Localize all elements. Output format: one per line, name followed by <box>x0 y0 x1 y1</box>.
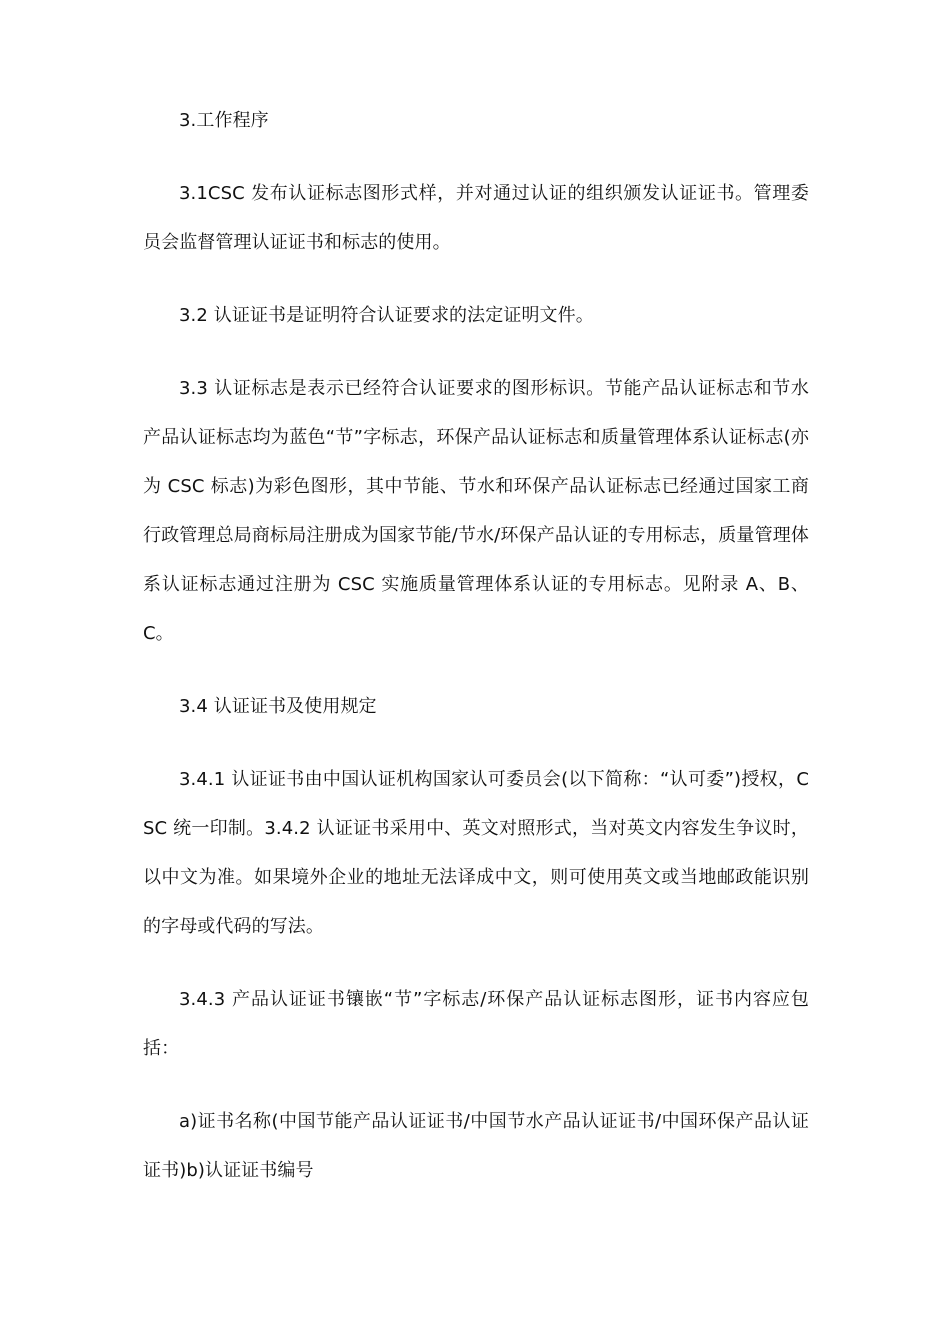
paragraph-3-2: 3.2 认证证书是证明符合认证要求的法定证明文件。 <box>179 305 594 326</box>
paragraph-3-4-3: 3.4.3 产品认证证书镶嵌“节”字标志/环保产品认证标志图形，证书内容应包括： <box>143 989 809 1059</box>
paragraph-gap <box>143 731 809 755</box>
paragraph-gap <box>143 267 809 291</box>
paragraph-3-1: 3.1CSC 发布认证标志图形式样，并对通过认证的组织颁发认证证书。管理委员会监督管理认证证书和标志的使用。 <box>143 183 809 253</box>
paragraph-gap <box>143 1073 809 1097</box>
section-heading-3: 3.工作程序 <box>179 110 269 131</box>
paragraph-gap <box>143 951 809 975</box>
paragraph-3-3: 3.3 认证标志是表示已经符合认证要求的图形标识。节能产品认证标志和节水产品认证标志均为蓝色“节”字标志，环保产品认证标志和质量管理体系认证标志(亦为 CSC 标志)为彩色图形，其中节能、节水和环保产品认证标志已经通过国家工商行政管理总局商标局注册成为国家节能/节水/环保产品认证的专用标志，质量管理体系认证标志通过注册为 CSC 实施质量管理体系认证的专用标志。见附录 A、B、C。 <box>143 378 809 644</box>
document-body <box>143 96 809 1195</box>
section-heading-3-4: 3.4 认证证书及使用规定 <box>179 696 377 717</box>
paragraph-gap <box>143 145 809 169</box>
paragraph-list-a: a)证书名称(中国节能产品认证证书/中国节水产品认证证书/中国环保产品认证证书)b)认证证书编号 <box>143 1111 809 1181</box>
paragraph-3-4-1: 3.4.1 认证证书由中国认证机构国家认可委员会(以下简称：“认可委”)授权，CSC 统一印制。3.4.2 认证证书采用中、英文对照形式，当对英文内容发生争议时，以中文为准。如果境外企业的地址无法译成中文，则可使用英文或当地邮政能识别的字母或代码的写法。 <box>143 769 809 937</box>
paragraph-gap <box>143 658 809 682</box>
paragraph-gap <box>143 340 809 364</box>
